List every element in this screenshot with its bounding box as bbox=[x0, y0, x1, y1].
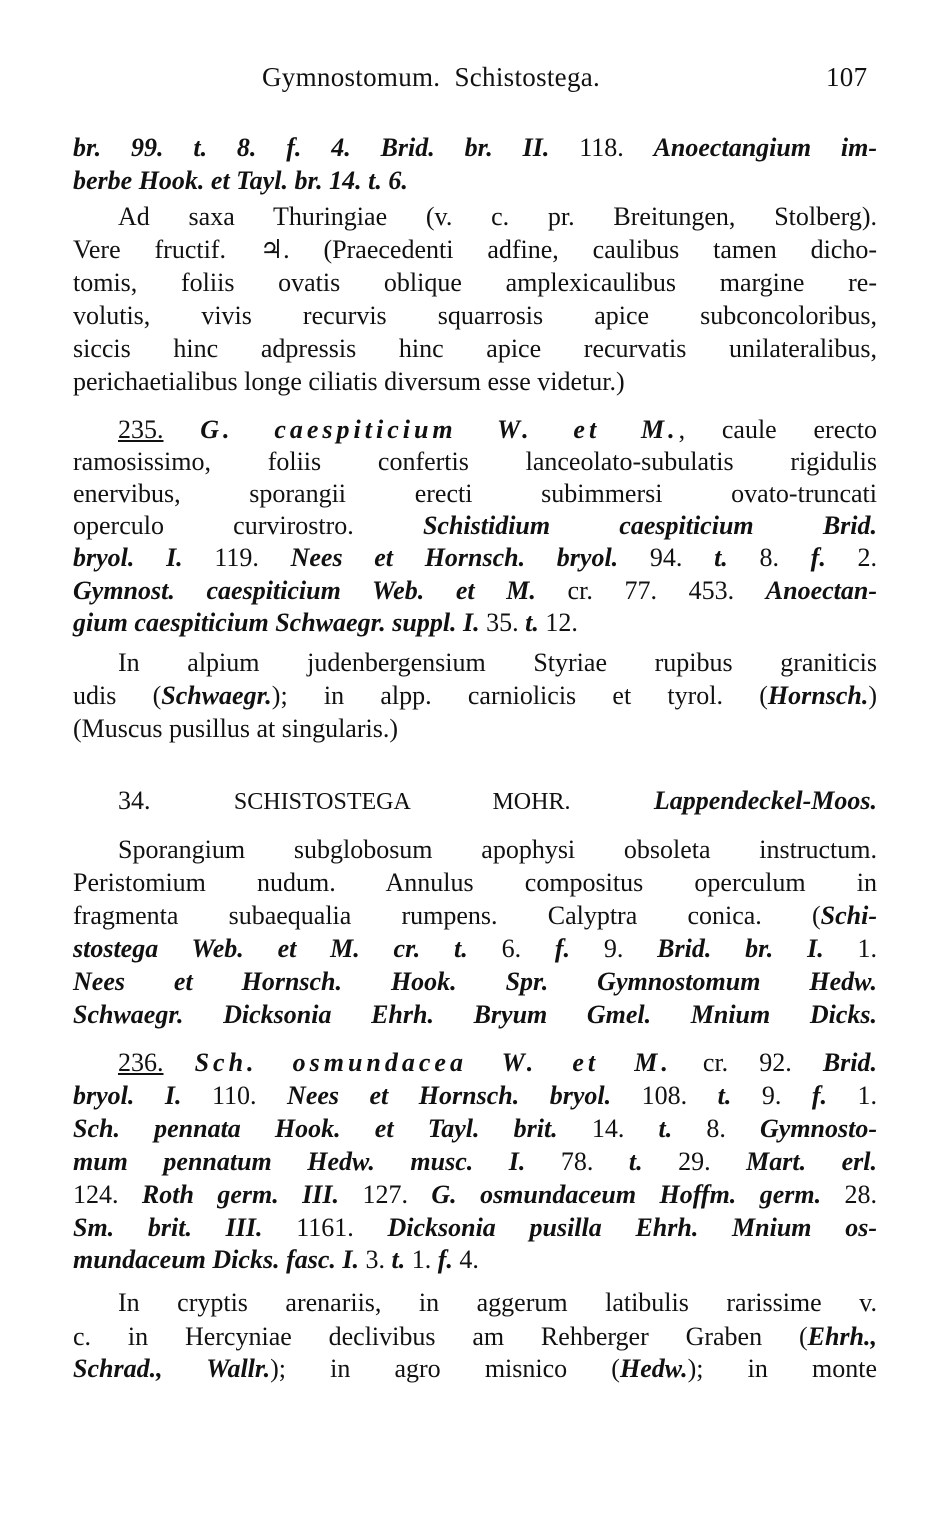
text-segment: 127. bbox=[339, 1180, 432, 1209]
text-line bbox=[118, 833, 877, 867]
text-line bbox=[118, 1286, 877, 1320]
text-line bbox=[118, 200, 877, 234]
text-line bbox=[73, 1079, 877, 1113]
text-segment: 1161. bbox=[262, 1213, 388, 1242]
text-segment: bryol. I. bbox=[73, 1081, 182, 1110]
text-line bbox=[73, 233, 877, 267]
text-line bbox=[73, 712, 877, 746]
text-segment: Ehrh., bbox=[807, 1322, 877, 1351]
text-segment: perichaetialibus longe ciliatis diversum esse videtur.) bbox=[73, 367, 625, 396]
running-title: Gymnostomum. Schistostega. bbox=[262, 62, 601, 92]
text-line bbox=[118, 646, 877, 680]
text-segment: G. caespiticium W. et M. bbox=[200, 415, 679, 444]
text-segment: Schi- bbox=[820, 901, 877, 930]
text-segment: cr. 92. bbox=[671, 1048, 823, 1077]
text-line bbox=[73, 509, 877, 543]
text-segment: f. bbox=[437, 1245, 453, 1274]
text-segment: Schistidium caespiticium Brid. bbox=[422, 511, 878, 540]
text-segment: Hedw. bbox=[619, 1354, 688, 1383]
text-segment: 8. bbox=[672, 1114, 761, 1143]
text-line bbox=[73, 131, 877, 165]
text-segment: Gymnost. caespiticium Web. et M. bbox=[73, 576, 536, 605]
text-segment: mundaceum Dicks. fasc. I. bbox=[73, 1245, 359, 1274]
text-segment: f. bbox=[554, 934, 571, 963]
text-line bbox=[73, 574, 877, 608]
text-segment: berbe Hook. et Tayl. br. 14. t. 6. bbox=[73, 166, 408, 195]
text-segment: Anoectangium im- bbox=[653, 133, 878, 162]
text-segment: t. bbox=[628, 1147, 643, 1176]
text-line bbox=[73, 332, 877, 366]
text-line bbox=[73, 932, 877, 966]
text-segment: gium caespiticium Schwaegr. suppl. I. bbox=[73, 608, 480, 637]
text-segment bbox=[164, 1048, 195, 1077]
text-segment: 34. bbox=[118, 786, 234, 815]
text-line bbox=[73, 541, 877, 575]
text-line bbox=[73, 965, 877, 999]
text-segment: Mart. erl. bbox=[746, 1147, 878, 1176]
text-segment: SCHISTOSTEGA MOHR. bbox=[233, 789, 571, 815]
text-segment: Nees et Hornsch. bryol. bbox=[290, 543, 619, 572]
text-line bbox=[118, 1046, 877, 1080]
text-line bbox=[73, 606, 877, 640]
text-segment: stostega Web. et M. cr. t. bbox=[73, 934, 468, 963]
text-segment: 94. bbox=[618, 543, 715, 572]
text-segment: (Muscus pusillus at singularis.) bbox=[73, 714, 398, 743]
text-segment: ); in alpp. carniolicis et tyrol. ( bbox=[271, 681, 768, 710]
text-segment: In alpium judenbergensium Styriae rupibus graniticis bbox=[118, 648, 877, 677]
text-segment: 1. bbox=[405, 1245, 438, 1274]
text-line bbox=[73, 1178, 877, 1212]
text-line bbox=[118, 413, 877, 447]
text-segment: 9. bbox=[570, 934, 658, 963]
text-segment: t. bbox=[717, 1081, 732, 1110]
text-line bbox=[73, 1243, 877, 1277]
text-segment: fragmenta subaequalia rumpens. Calyptra conica. ( bbox=[73, 901, 821, 930]
text-segment: 78. bbox=[525, 1147, 629, 1176]
text-segment: 3. bbox=[359, 1245, 392, 1274]
text-segment: 1. bbox=[823, 934, 878, 963]
text-segment: t. bbox=[714, 543, 728, 572]
text-segment: 236. bbox=[118, 1048, 164, 1077]
text-segment: f. bbox=[811, 1081, 827, 1110]
text-segment: 108. bbox=[611, 1081, 718, 1110]
text-line bbox=[73, 899, 877, 933]
text-segment: 4. bbox=[452, 1245, 479, 1274]
page-number: 107 bbox=[826, 62, 868, 92]
text-line bbox=[73, 164, 877, 198]
text-segment: Nees et Hornsch. bryol. bbox=[287, 1081, 612, 1110]
text-line bbox=[73, 1352, 877, 1386]
text-segment: udis ( bbox=[73, 681, 162, 710]
text-segment: Lappendeckel-Moos. bbox=[653, 786, 877, 815]
text-segment: mum pennatum Hedw. musc. I. bbox=[73, 1147, 526, 1176]
text-line bbox=[73, 998, 877, 1032]
text-segment: Nees et Hornsch. Hook. Spr. Gymnostomum Hedw. bbox=[73, 967, 877, 996]
text-segment: ); in monte bbox=[687, 1354, 877, 1383]
text-segment: volutis, vivis recurvis squarrosis apice subconcoloribus, bbox=[73, 301, 877, 330]
text-line bbox=[73, 1112, 877, 1146]
text-line bbox=[73, 445, 877, 479]
text-line bbox=[73, 365, 877, 399]
text-segment: cr. 77. 453. bbox=[535, 576, 766, 605]
text-line bbox=[73, 299, 877, 333]
text-line bbox=[73, 1145, 877, 1179]
text-segment: Hornsch. bbox=[767, 681, 869, 710]
text-segment: ); in agro misnico ( bbox=[270, 1354, 620, 1383]
text-segment: Gymnosto- bbox=[760, 1114, 878, 1143]
text-segment: 12. bbox=[538, 608, 578, 637]
text-line bbox=[73, 266, 877, 300]
text-segment: Ad saxa Thuringiae (v. c. pr. Breitungen, Stolberg). bbox=[118, 202, 877, 231]
text-line bbox=[73, 866, 877, 900]
text-segment: 6. bbox=[467, 934, 555, 963]
text-segment: br. 99. t. 8. f. 4. Brid. br. II. bbox=[73, 133, 550, 162]
text-line bbox=[73, 1211, 877, 1245]
text-line bbox=[118, 784, 877, 818]
text-segment: Sm. brit. III. bbox=[73, 1213, 263, 1242]
text-segment: ) bbox=[868, 681, 878, 710]
text-segment: 29. bbox=[642, 1147, 747, 1176]
text-segment: tomis, foliis ovatis oblique amplexicaulibus margine re- bbox=[73, 268, 877, 297]
text-segment: ramosissimo, foliis confertis lanceolato-subulatis rigidulis bbox=[73, 447, 877, 476]
text-segment: Schwaegr. bbox=[161, 681, 272, 710]
text-segment: 2. bbox=[825, 543, 878, 572]
text-segment: In cryptis arenariis, in aggerum latibulis rarissime v. bbox=[118, 1288, 877, 1317]
text-segment: enervibus, sporangii erecti subimmersi ovato-truncati bbox=[73, 479, 877, 508]
text-segment: 235. bbox=[118, 415, 164, 444]
text-segment: siccis hinc adpressis hinc apice recurvatis unilateralibus, bbox=[73, 334, 877, 363]
text-segment: t. bbox=[525, 608, 539, 637]
text-segment: Vere fructif. ♃. (Praecedenti adfine, caulibus tamen dicho- bbox=[73, 235, 877, 264]
text-segment: 35. bbox=[479, 608, 526, 637]
text-segment: t. bbox=[658, 1114, 673, 1143]
text-line bbox=[73, 477, 877, 511]
text-segment: Roth germ. III. bbox=[141, 1180, 340, 1209]
text-segment: Sporangium subglobosum apophysi obsoleta instructum. bbox=[118, 835, 877, 864]
text-segment: 1. bbox=[827, 1081, 877, 1110]
text-segment: 118. bbox=[549, 133, 654, 162]
text-segment bbox=[164, 415, 201, 444]
text-segment: t. bbox=[391, 1245, 406, 1274]
text-segment: Dicksonia pusilla Ehrh. Mnium os- bbox=[387, 1213, 877, 1242]
text-segment: operculo curvirostro. bbox=[73, 511, 423, 540]
text-segment: 8. bbox=[727, 543, 811, 572]
text-segment: Schrad., Wallr. bbox=[73, 1354, 271, 1383]
text-segment: 124. bbox=[73, 1180, 142, 1209]
text-segment: 110. bbox=[181, 1081, 288, 1110]
text-segment: 9. bbox=[731, 1081, 812, 1110]
text-segment: Sch. pennata Hook. et Tayl. brit. bbox=[73, 1114, 558, 1143]
text-segment bbox=[570, 786, 653, 815]
text-segment: Anoectan- bbox=[765, 576, 877, 605]
text-segment: 119. bbox=[182, 543, 291, 572]
text-line bbox=[73, 679, 877, 713]
text-segment: 28. bbox=[821, 1180, 878, 1209]
text-segment: Sch. osmundacea W. et M. bbox=[194, 1048, 672, 1077]
text-segment: G. osmundaceum Hoffm. germ. bbox=[431, 1180, 822, 1209]
text-segment: Brid. bbox=[822, 1048, 878, 1077]
text-segment: Peristomium nudum. Annulus compositus operculum in bbox=[73, 868, 877, 897]
text-segment: f. bbox=[810, 543, 826, 572]
text-segment: bryol. I. bbox=[73, 543, 183, 572]
text-line bbox=[73, 1320, 877, 1354]
text-segment: Schwaegr. Dicksonia Ehrh. Bryum Gmel. Mnium Dicks. bbox=[73, 1000, 877, 1029]
text-segment: c. in Hercyniae declivibus am Rehberger Graben ( bbox=[73, 1322, 808, 1351]
text-segment: 14. bbox=[557, 1114, 659, 1143]
text-segment: , caule erecto bbox=[678, 415, 877, 444]
text-segment: Brid. br. I. bbox=[657, 934, 824, 963]
